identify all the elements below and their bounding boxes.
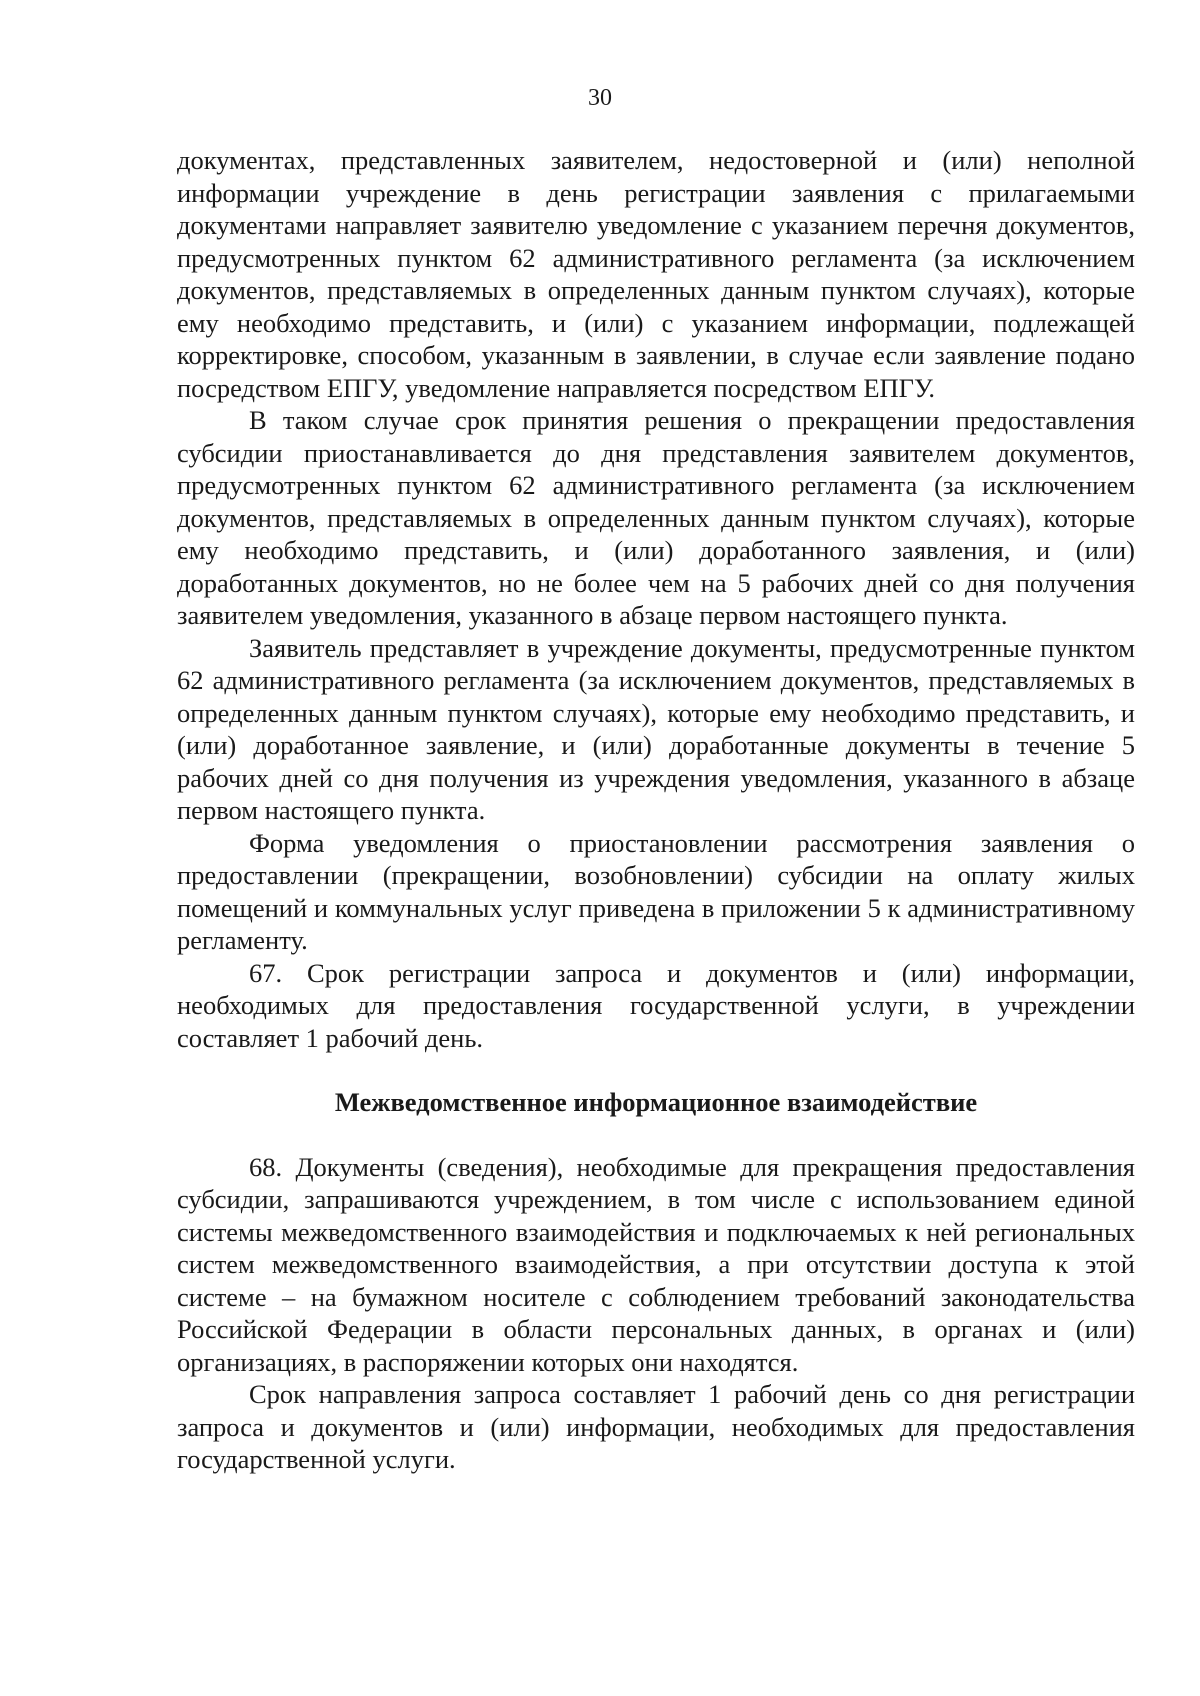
document-body bbox=[177, 144, 1135, 1476]
paragraph-suspension-term: В таком случае срок принятия решения о прекращении предоставления субсидии приостанавливается до дня представления заявителем документов, предусмотренных пунктом 62 административного регламента (за исключением документов, представляемых в определенных данным пунктом случаях), которые ему необходимо представить, и (или) доработанного заявления, и (или) доработанных документов, но не более чем на 5 рабочих дней со дня получения заявителем уведомления, указанного в абзаце первом настоящего пункта. bbox=[177, 405, 1135, 630]
paragraph-item-67: 67. Срок регистрации запроса и документов и (или) информации, необходимых для предоставления государственной услуги, в учреждении составляет 1 рабочий день. bbox=[177, 957, 1135, 1053]
paragraph-continuation: документах, представленных заявителем, недостоверной и (или) неполной информации учреждение в день регистрации заявления с прилагаемыми документами направляет заявителю уведомление с указанием перечня документов, предусмотренных пунктом 62 административного регламента (за исключением документов, представляемых в определенных данным пунктом случаях), которые ему необходимо представить, и (или) с указанием информации, подлежащей корректировке, способом, указанным в заявлении, в случае если заявление подано посредством ЕПГУ, уведомление направляется посредством ЕПГУ. bbox=[177, 145, 1135, 403]
paragraph-notification-form: Форма уведомления о приостановлении рассмотрения заявления о предоставлении (прекращении, возобновлении) субсидии на оплату жилых помещений и коммунальных услуг приведена в приложении 5 к административному регламенту. bbox=[177, 827, 1135, 955]
section-heading: Межведомственное информационное взаимодействие bbox=[334, 1087, 978, 1117]
paragraph-applicant-submits: Заявитель представляет в учреждение документы, предусмотренные пунктом 62 административного регламента (за исключением документов, представляемых в определенных данным пунктом случаях), которые ему необходимо представить, и (или) доработанное заявление, и (или) доработанные документы в течение 5 рабочих дней со дня получения из учреждения уведомления, указанного в абзаце первом настоящего пункта. bbox=[177, 632, 1135, 825]
paragraph-request-term: Срок направления запроса составляет 1 рабочий день со дня регистрации запроса и документов и (или) информации, необходимых для предоставления государственной услуги. bbox=[177, 1379, 1135, 1474]
page-number: 30 bbox=[588, 85, 612, 111]
paragraph-item-68: 68. Документы (сведения), необходимые для прекращения предоставления субсидии, запрашиваются учреждением, в том числе с использованием единой системы межведомственного взаимодействия и подключаемых к ней региональных систем межведомственного взаимодействия, а при отсутствии доступа к этой системе – на бумажном носителе с соблюдением требований законодательства Российской Федерации в области персональных данных, в органах и (или) организациях, в распоряжении которых они находятся. bbox=[177, 1151, 1135, 1377]
